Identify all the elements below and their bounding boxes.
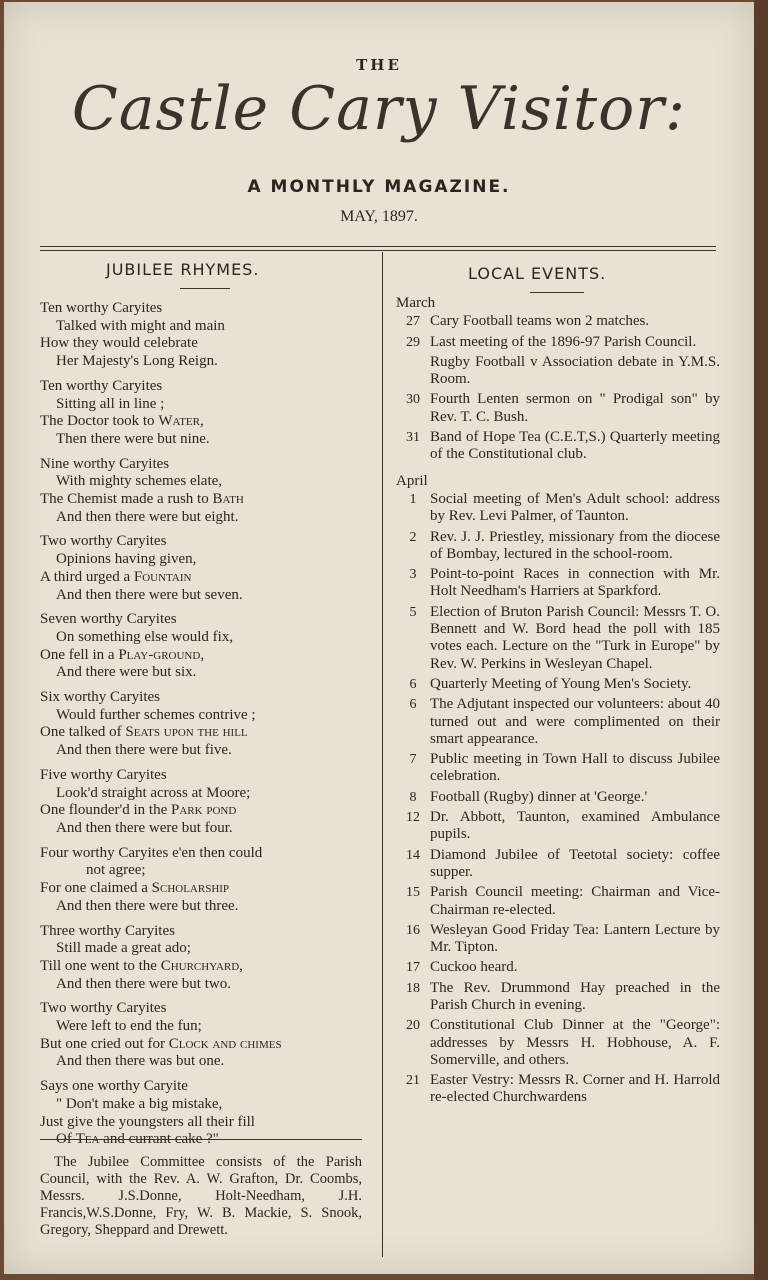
poem-line: One flounder'd in the Park pond — [40, 802, 237, 819]
event-text: Constitutional Club Dinner at the "George": addresses by Messrs H. Hobhouse, A. F. Somerville, and others. — [430, 1017, 720, 1068]
committee-note: The Jubilee Committee consists of the Parish Council, with the Rev. A. W. Grafton, Dr. Coombs, Messrs. J.S.Donne, Holt-Needham, J.H. Francis,W.S.Donne, Fry, W. B. Mackie, S. Snook, Gregory, Sheppard and Drewett. — [40, 1154, 362, 1238]
poem-stanza — [40, 300, 370, 371]
event-entry — [396, 1017, 720, 1069]
poem-line: Six worthy Caryites — [40, 689, 160, 706]
local-events-heading: LOCAL EVENTS. — [468, 264, 607, 283]
event-entry — [396, 789, 720, 806]
poem-line: And then there were but four. — [56, 819, 233, 836]
poem-line: The Doctor took to Water, — [40, 413, 204, 430]
event-text: Rugby Football v Association debate in Y.M.S. Room. — [430, 353, 720, 388]
poem-line: Just give the youngsters all their fill — [40, 1113, 255, 1130]
poem-stanza — [40, 767, 370, 838]
emphasized-word: Scholarship — [151, 880, 230, 897]
event-day: 17 — [406, 960, 420, 976]
poem-line: How they would celebrate — [40, 335, 198, 352]
poem-line: A third urged a Fountain — [40, 568, 192, 585]
event-day: 6 — [409, 676, 417, 692]
heading-rule-right — [530, 292, 584, 293]
event-entry — [396, 313, 720, 330]
event-day: 20 — [406, 1018, 420, 1034]
poem-stanza — [40, 1000, 370, 1071]
poem-stanza — [40, 689, 370, 760]
event-day: 27 — [406, 314, 420, 330]
emphasized-word: Play-ground — [118, 646, 201, 663]
emphasized-word: Bath — [212, 491, 244, 508]
event-day: 6 — [409, 697, 417, 713]
event-entry — [396, 751, 720, 786]
event-day: 1 — [409, 491, 417, 507]
poem-line: Would further schemes contrive ; — [56, 706, 256, 723]
event-entry — [396, 696, 720, 748]
poem-line: Two worthy Caryites — [40, 533, 167, 550]
event-text: Diamond Jubilee of Teetotal society: coffee supper. — [430, 846, 720, 880]
poem-line: And then there was but one. — [56, 1053, 225, 1070]
event-text: Point-to-point Races in connection with Mr. Holt Needham's Harriers at Sparkford. — [430, 566, 720, 600]
event-entry — [396, 566, 720, 601]
poem-line: Of Tea and currant cake ?" — [56, 1131, 219, 1148]
poem-line: And then there were but seven. — [56, 586, 243, 603]
event-text: Quarterly Meeting of Young Men's Society. — [430, 675, 692, 692]
event-text: Easter Vestry: Messrs R. Corner and H. Harrold re-elected Churchwardens — [430, 1072, 720, 1106]
poem-line: Till one went to the Churchyard, — [40, 957, 243, 974]
poem-line: Were left to end the fun; — [56, 1018, 202, 1035]
emphasized-word: Fountain — [133, 568, 192, 585]
poem-line: Five worthy Caryites — [40, 766, 167, 783]
event-entry — [396, 847, 720, 882]
masthead-title: Castle Cary Visitor: — [71, 74, 687, 144]
poem-line: For one claimed a Scholarship — [40, 880, 230, 897]
event-text: Cary Football teams won 2 matches. — [430, 313, 650, 330]
book-spine — [754, 0, 768, 1280]
event-entry — [396, 354, 720, 389]
poem-line: Ten worthy Caryites — [40, 377, 163, 394]
event-text: Social meeting of Men's Adult school: address by Rev. Levi Palmer, of Taunton. — [430, 490, 720, 525]
column-divider — [382, 252, 383, 1257]
committee-rule — [40, 1139, 362, 1140]
poem-line: Says one worthy Caryite — [40, 1078, 188, 1095]
poem-line: And then there were but five. — [56, 742, 232, 759]
poem-line: One talked of Seats upon the hill — [40, 724, 248, 741]
poem-line: The Chemist made a rush to Bath — [40, 491, 244, 508]
event-day — [396, 354, 430, 389]
heading-rule-left — [180, 288, 230, 289]
poem-line: Seven worthy Caryites — [40, 611, 177, 628]
top-rule — [40, 246, 716, 247]
poem-line: With mighty schemes elate, — [56, 473, 223, 490]
emphasized-word: Water — [158, 413, 200, 430]
event-entry — [396, 1072, 720, 1107]
poem-line: Four worthy Caryites e'en then could — [40, 844, 263, 861]
emphasized-word: Tea — [75, 1131, 100, 1148]
top-rule-2 — [40, 250, 716, 251]
poem-line: " Don't make a big mistake, — [56, 1095, 223, 1112]
event-text: Public meeting in Town Hall to discuss Jubilee celebration. — [430, 751, 720, 785]
event-entry — [396, 604, 720, 673]
event-day: 3 — [409, 567, 417, 583]
masthead-subtitle: A MONTHLY MAGAZINE. — [247, 177, 511, 197]
poem-line: And then there were but two. — [56, 975, 231, 992]
poem-stanza — [40, 456, 370, 527]
event-text: Cuckoo heard. — [430, 959, 518, 976]
event-day: 30 — [406, 392, 420, 408]
event-day: 31 — [406, 430, 420, 446]
event-text: Wesleyan Good Friday Tea: Lantern Lecture by Mr. Tipton. — [430, 921, 720, 956]
event-text: Last meeting of the 1896-97 Parish Council. — [430, 333, 697, 350]
poem-line: And then there were but eight. — [56, 508, 239, 525]
poem-stanza — [40, 923, 370, 994]
event-text: Rev. J. J. Priestley, missionary from the diocese of Bombay, lectured in the school-room. — [430, 528, 720, 562]
event-entry — [396, 391, 720, 426]
event-day: 2 — [409, 529, 417, 545]
issue-date: MAY, 1897. — [340, 208, 418, 225]
event-text: The Rev. Drummond Hay preached in the Parish Church in evening. — [430, 979, 720, 1013]
emphasized-word: Park pond — [171, 802, 237, 819]
emphasized-word: Churchyard — [160, 957, 240, 974]
event-entry — [396, 334, 720, 351]
poem-line: And then there were but three. — [56, 897, 239, 914]
event-day: 21 — [406, 1073, 420, 1089]
event-entry — [396, 676, 720, 693]
poem-line: One fell in a Play-ground, — [40, 646, 205, 663]
poem-line: Ten worthy Caryites — [40, 300, 163, 316]
event-text: Election of Bruton Parish Council: Messrs T. O. Bennett and W. Bord head the poll with 185 votes each. Lecture on the "Turk in Europe" by Rev. W. Perkins in Wesleyan Chapel. — [430, 603, 720, 672]
event-day: 29 — [406, 334, 420, 350]
event-entry — [396, 980, 720, 1015]
poem-line: And there were but six. — [56, 664, 197, 681]
poem-line: not agree; — [86, 862, 146, 879]
event-day: 12 — [406, 810, 420, 826]
event-day: 15 — [406, 885, 420, 901]
month-label-march: March — [396, 295, 436, 311]
event-day: 18 — [406, 980, 420, 996]
event-entry — [396, 884, 720, 919]
local-events-list — [396, 295, 720, 1110]
poem-stanza — [40, 845, 370, 916]
event-text: Dr. Abbott, Taunton, examined Ambulance pupils. — [430, 809, 720, 843]
event-entry — [396, 809, 720, 844]
poem-line: On something else would fix, — [56, 628, 234, 645]
event-text: Football (Rugby) dinner at 'George.' — [430, 788, 648, 805]
event-day: 16 — [406, 922, 420, 938]
event-day: 8 — [409, 789, 417, 805]
poem-line: Opinions having given, — [56, 551, 197, 568]
month-label-april: April — [396, 472, 428, 489]
event-text: Parish Council meeting: Chairman and Vice-Chairman re-elected. — [430, 884, 720, 918]
event-text: Band of Hope Tea (C.E.T,S.) Quarterly meeting of the Constitutional club. — [430, 429, 720, 463]
poem-line: Two worthy Caryites — [40, 1000, 167, 1017]
event-entry — [396, 429, 720, 464]
poem-stanza — [40, 533, 370, 604]
poem-line: Look'd straight across at Moore; — [56, 784, 251, 801]
poem-line: Sitting all in line ; — [56, 395, 165, 412]
event-entry — [396, 922, 720, 957]
poem-line: Three worthy Caryites — [40, 922, 175, 939]
masthead-the: THE — [356, 56, 402, 74]
jubilee-rhymes-heading: JUBILEE RHYMES. — [106, 260, 260, 279]
emphasized-word: Clock and chimes — [168, 1035, 282, 1052]
event-entry — [396, 529, 720, 564]
magazine-page — [4, 2, 754, 1274]
event-day: 5 — [409, 604, 417, 620]
event-text: Fourth Lenten sermon on " Prodigal son" by Rev. T. C. Bush. — [430, 391, 720, 425]
poem-line: But one cried out for Clock and chimes — [40, 1035, 282, 1052]
event-day: 7 — [409, 752, 417, 768]
poem-line: Talked with might and main — [56, 317, 225, 334]
poem-stanza — [40, 378, 370, 449]
poem-line: Still made a great ado; — [56, 940, 191, 957]
event-day: 14 — [406, 847, 420, 863]
poem-line: Her Majesty's Long Reign. — [56, 353, 218, 370]
event-entry — [396, 491, 720, 526]
poem-line: Nine worthy Caryites — [40, 455, 170, 472]
poem-stanza — [40, 611, 370, 682]
jubilee-rhymes-poem — [40, 300, 370, 1156]
event-text: The Adjutant inspected our volunteers: about 40 turned out and were complimented on their smart appearance. — [430, 696, 720, 747]
emphasized-word: Seats upon the hill — [125, 724, 248, 741]
event-entry — [396, 959, 720, 976]
poem-line: Then there were but nine. — [56, 430, 210, 447]
